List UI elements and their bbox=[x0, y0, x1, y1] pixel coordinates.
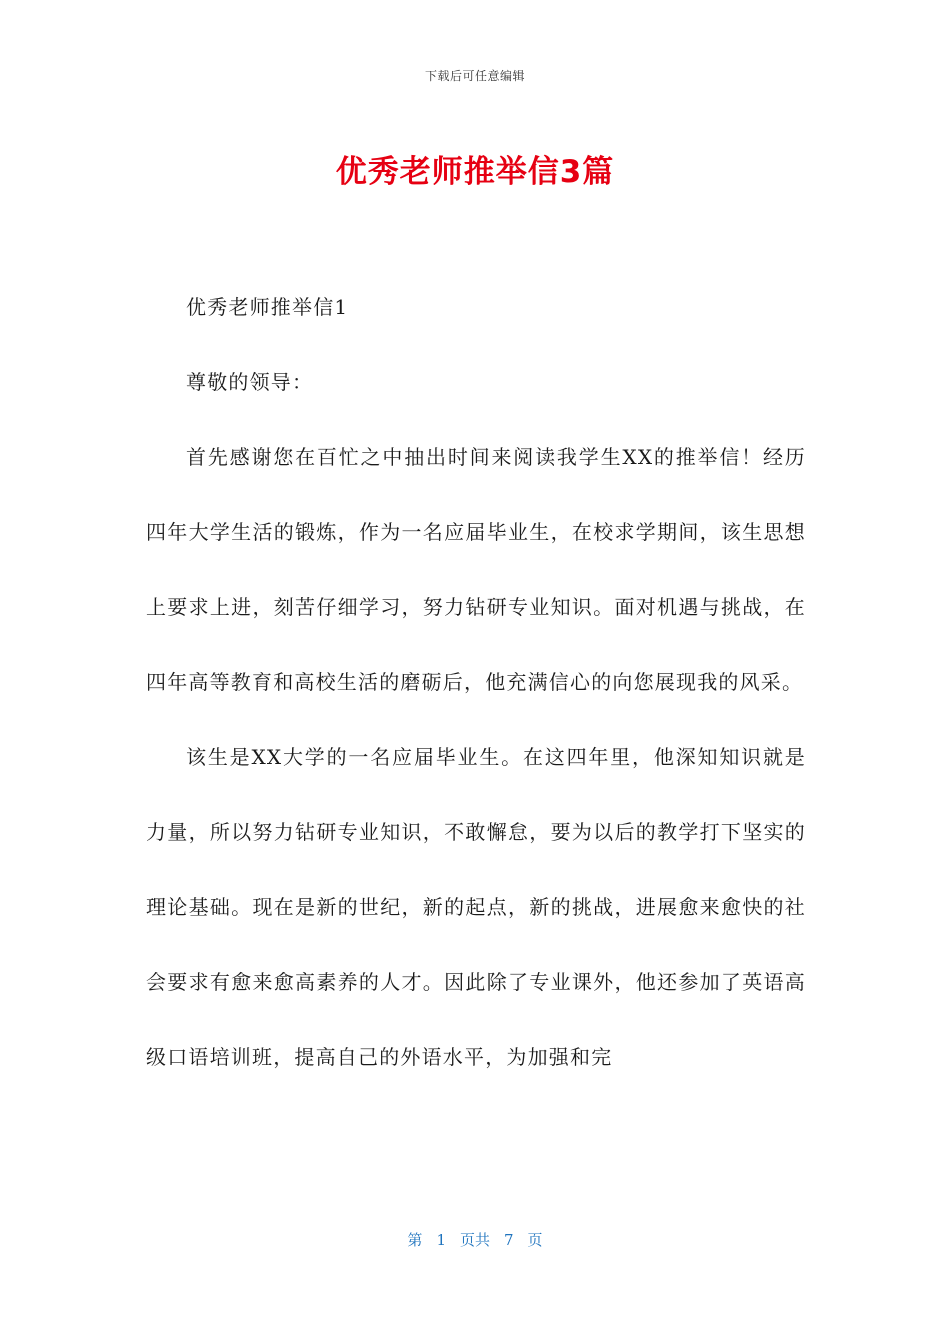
document-body bbox=[146, 270, 806, 1095]
page-label-prefix: 第 bbox=[407, 1231, 423, 1249]
salutation: 尊敬的领导： bbox=[186, 370, 314, 394]
body-paragraph: 首先感谢您在百忙之中抽出时间来阅读我学生XX的推举信！经历四年大学生活的锻炼，作为一名应届毕业生，在校求学期间，该生思想上要求上进，刻苦仔细学习，努力钻研专业知识。面对机遇与挑战，在四年高等教育和高校生活的磨砺后，他充满信心的向您展现我的风采。 bbox=[146, 445, 806, 694]
header-note: 下载后可任意编辑 bbox=[424, 69, 525, 83]
page-label-suffix: 页 bbox=[527, 1231, 543, 1249]
current-page-number: 1 bbox=[436, 1231, 446, 1249]
page-footer bbox=[0, 1229, 950, 1250]
document-title: 优秀老师推举信3篇 bbox=[335, 154, 615, 190]
letter-heading: 优秀老师推举信1 bbox=[186, 295, 349, 319]
body-paragraph: 该生是XX大学的一名应届毕业生。在这四年里，他深知知识就是力量，所以努力钻研专业知识，不敢懈怠，要为以后的教学打下坚实的理论基础。现在是新的世纪，新的起点，新的挑战，进展愈来愈快的社会要求有愈来愈高素养的人才。因此除了专业课外，他还参加了英语高级口语培训班，提高自己的外语水平，为加强和完 bbox=[146, 745, 806, 1069]
page-label-middle: 页共 bbox=[459, 1231, 490, 1249]
total-pages-number: 7 bbox=[504, 1231, 514, 1249]
